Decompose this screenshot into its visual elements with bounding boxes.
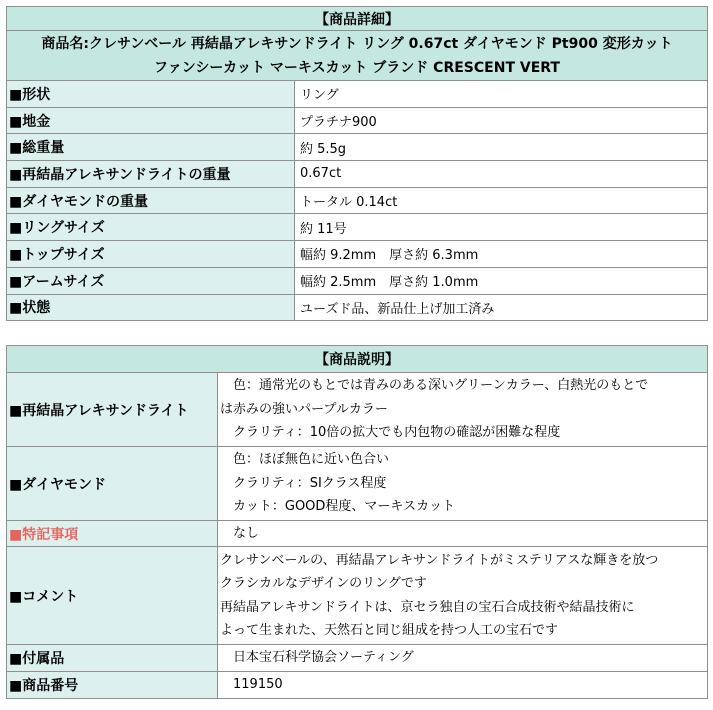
product-details-table (6, 6, 708, 321)
detail-value-total-weight: 約 5.5g (295, 134, 708, 161)
detail-label-metal: ■地金 (7, 107, 295, 134)
detail-value-diamond-weight: トータル 0.14ct (295, 187, 708, 214)
detail-row-shape (7, 81, 708, 108)
desc-label-accessories: ■付属品 (7, 645, 218, 672)
detail-label-condition: ■状態 (7, 294, 295, 321)
detail-value-top-size: 幅約 9.2mm 厚さ約 6.3mm (295, 241, 708, 268)
detail-row-top-size (7, 241, 708, 268)
detail-label-shape: ■形状 (7, 81, 295, 108)
detail-row-condition (7, 294, 708, 321)
desc-label-diamond: ■ダイヤモンド (7, 447, 218, 521)
alexandrite-line-2: は赤みの強いパープルカラー (220, 401, 388, 417)
comment-line-4: よって生まれた、天然石と同じ組成を持つ人工の宝石です (220, 623, 559, 638)
diamond-line-1: 色：ほぼ無色に近い色合い (220, 452, 390, 468)
diamond-line-2: クラリティ：SIクラス程度 (220, 475, 387, 491)
detail-label-total-weight: ■総重量 (7, 134, 295, 161)
desc-value-item-number: 119150 (218, 672, 708, 699)
detail-value-condition: ユーズド品、新品仕上げ加工済み (295, 294, 708, 321)
comment-line-3: 再結晶アレキサンドライトは、京セラ独自の宝石合成技術や結晶技術に (220, 599, 635, 615)
product-description-table (6, 345, 708, 699)
desc-value-diamond (218, 447, 708, 521)
detail-label-ring-size: ■リングサイズ (7, 214, 295, 241)
detail-row-alexandrite-weight (7, 161, 708, 188)
detail-row-metal (7, 107, 708, 134)
detail-label-diamond-weight: ■ダイヤモンドの重量 (7, 187, 295, 214)
detail-value-arm-size: 幅約 2.5mm 厚さ約 1.0mm (295, 267, 708, 294)
comment-line-1: クレサンベールの、再結晶アレキサンドライトがミステリアスな輝きを放つ (220, 552, 659, 568)
alexandrite-line-3: クラリティ：10倍の拡大でも内包物の確認が困難な程度 (220, 425, 561, 441)
diamond-line-3: カット：GOOD程度、マーキスカット (220, 499, 456, 515)
alexandrite-line-1: 色：通常光のもとでは青みのある深いグリーンカラー、白熱光のもとで (220, 378, 649, 394)
desc-label-special-notes: ■特記事項 (7, 521, 218, 547)
description-header: 【商品説明】 (7, 346, 708, 373)
desc-row-diamond (7, 447, 708, 521)
desc-row-alexandrite (7, 373, 708, 447)
detail-value-alexandrite-weight: 0.67ct (295, 161, 708, 188)
detail-value-shape: リング (295, 81, 708, 108)
desc-row-comment (7, 547, 708, 645)
details-header: 【商品詳細】 (7, 7, 708, 31)
product-title-line-1: 商品名:クレサンベール 再結晶アレキサンドライト リング 0.67ct ダイヤモンド Pt900 変形カット (41, 35, 673, 52)
product-title-line-2: ファンシーカット マーキスカット ブランド CRESCENT VERT (154, 59, 560, 76)
desc-value-accessories: 日本宝石科学協会ソーティング (218, 645, 708, 672)
desc-value-special-notes: なし (218, 521, 708, 547)
detail-row-ring-size (7, 214, 708, 241)
desc-value-comment (218, 547, 708, 645)
desc-row-item-number (7, 672, 708, 699)
detail-row-arm-size (7, 267, 708, 294)
detail-value-metal: プラチナ900 (295, 107, 708, 134)
desc-row-accessories (7, 645, 708, 672)
detail-row-total-weight (7, 134, 708, 161)
detail-label-arm-size: ■アームサイズ (7, 267, 295, 294)
comment-line-2: クラシカルなデザインのリングです (220, 576, 427, 591)
detail-value-ring-size: 約 11号 (295, 214, 708, 241)
desc-label-alexandrite: ■再結晶アレキサンドライト (7, 373, 218, 447)
desc-row-special-notes (7, 521, 708, 547)
detail-row-diamond-weight (7, 187, 708, 214)
detail-label-alexandrite-weight: ■再結晶アレキサンドライトの重量 (7, 161, 295, 188)
desc-label-comment: ■コメント (7, 547, 218, 645)
product-title (7, 31, 708, 81)
desc-value-alexandrite (218, 373, 708, 447)
desc-label-item-number: ■商品番号 (7, 672, 218, 699)
detail-label-top-size: ■トップサイズ (7, 241, 295, 268)
